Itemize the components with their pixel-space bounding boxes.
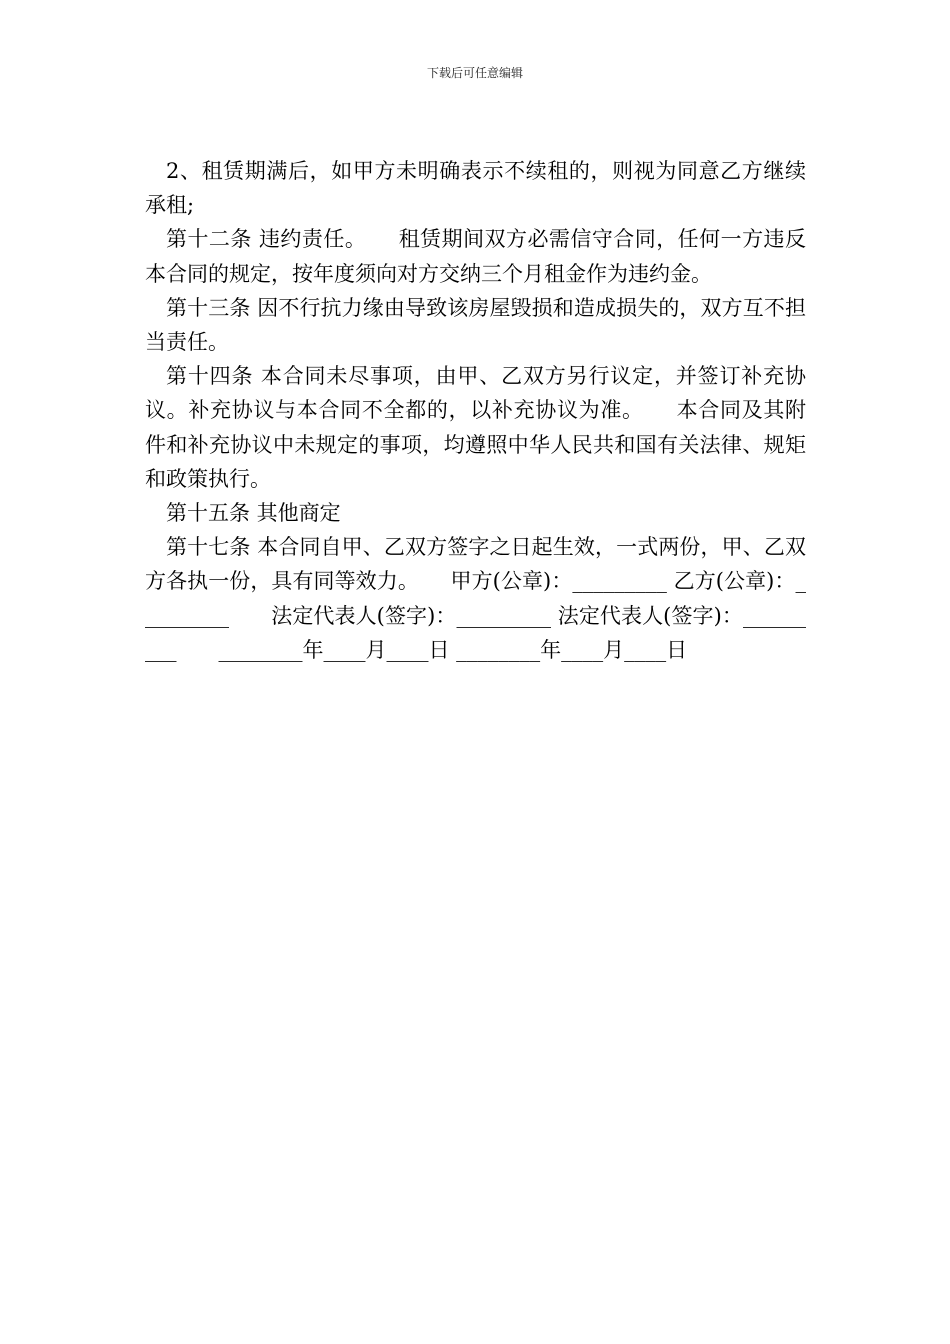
clause-12-breach-liability: 第十二条 违约责任。 租赁期间双方必需信守合同，任何一方违反本合同的规定，按年度须向对方交纳三个月租金作为违约金。 [145,227,806,286]
document-body [145,154,806,667]
clause-17-effectiveness-signatures: 第十七条 本合同自甲、乙双方签字之日起生效，一式两份，甲、乙双方各执一份，具有同等效力。 甲方(公章)：_________ 乙方(公章)：_________ 法定代表人(签字)：_________ 法定代表人(签字)：_________ ________年____月____日 ________年____月____日 [145,535,806,662]
clause-renewal: 2、租赁期满后，如甲方未明确表示不续租的，则视为同意乙方继续承租; [145,159,806,218]
clause-13-force-majeure: 第十三条 因不行抗力缘由导致该房屋毁损和造成损失的，双方互不担当责任。 [145,295,806,355]
page-header: 下载后可任意编辑 [426,66,523,80]
clause-14-supplementary-agreement: 第十四条 本合同未尽事项，由甲、乙双方另行议定，并签订补充协议。补充协议与本合同不全都的，以补充协议为准。 本合同及其附件和补充协议中未规定的事项，均遵照中华人民共和国有关法律、规矩和政策执行。 [145,364,806,491]
clause-15-other-agreements: 第十五条 其他商定 [166,501,341,526]
